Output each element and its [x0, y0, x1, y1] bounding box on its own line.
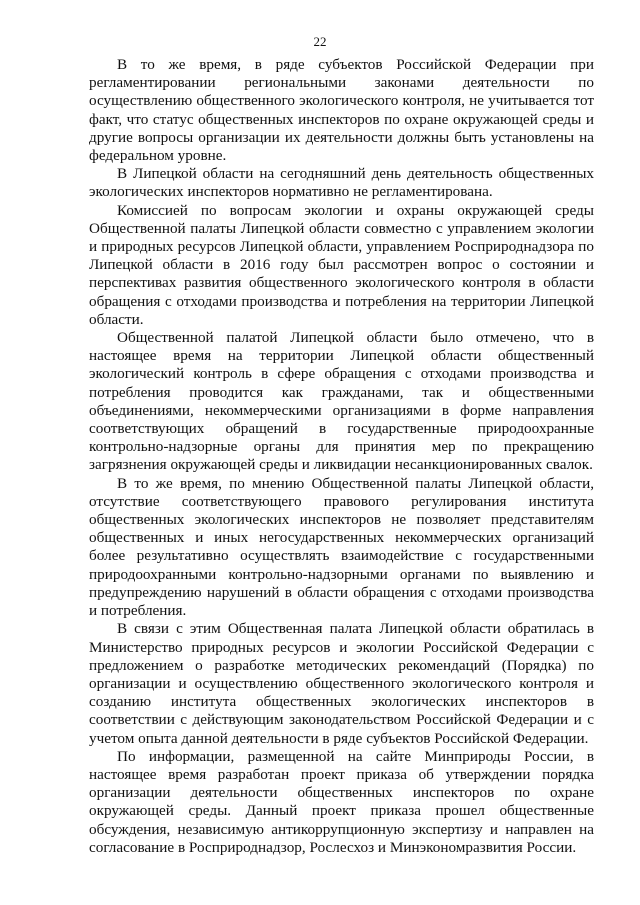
- paragraph-5: В то же время, по мнению Общественной палаты Липецкой области, отсутствие соответствующего правового регулирования института общественных экологических инспекторов не позволяет представителям общественных и иных негосударственных некоммерческих организаций более результативно осуществлять взаимодействие с государственными природоохранными контрольно-надзорными органами по выявлению и предупреждению нарушений в области обращения с отходами производства и потребления.: [89, 474, 594, 620]
- paragraph-1: В то же время, в ряде субъектов Российской Федерации при регламентировании региональными законами деятельности по осуществлению общественного экологического контроля, не учитывается тот факт, что статус общественных инспекторов по охране окружающей среды и другие вопросы организации их деятельности должны быть установлены на федеральном уровне.: [89, 56, 594, 165]
- paragraph-3: Комиссией по вопросам экологии и охраны окружающей среды Общественной палаты Липецкой области совместно с управлением экологии и природных ресурсов Липецкой области, управлением Росприроднадзора по Липецкой области в 2016 году был рассмотрен вопрос о состоянии и перспективах развития общественного экологического контроля в области обращения с отходами производства и потребления на территории Липецкой области.: [89, 201, 594, 328]
- page-number: 22: [313, 34, 327, 49]
- paragraph-4: Общественной палатой Липецкой области было отмечено, что в настоящее время на территории Липецкой области общественный экологический контроль в сфере обращения с отходами производства и потребления проводится как гражданами, так и общественными объединениями, некоммерческими организациями в форме направления соответствующих обращений в государственные природоохранные контрольно-надзорные органы для принятия мер по прекращению загрязнения окружающей среды и ликвидации несанкционированных свалок.: [89, 329, 594, 474]
- document-body: [89, 56, 594, 857]
- paragraph-7: По информации, размещенной на сайте Минприроды России, в настоящее время разработан проект приказа об утверждении порядка организации деятельности общественных инспекторов по охране окружающей среды. Данный проект приказа прошел общественные обсуждения, независимую антикоррупционную экспертизу и направлен на согласование в Росприроднадзор, Рослесхоз и Минэкономразвития России.: [89, 747, 594, 856]
- paragraph-2: В Липецкой области на сегодняшний день деятельность общественных экологических инспекторов нормативно не регламентирована.: [89, 165, 594, 201]
- paragraph-6: В связи с этим Общественная палата Липецкой области обратилась в Министерство природных ресурсов и экологии Российской Федерации с предложением о разработке методических рекомендаций (Порядка) по организации и осуществлению общественного экологического контроля и созданию института общественных экологических инспекторов в соответствии с действующим законодательством Российской Федерации и с учетом опыта данной деятельности в ряде субъектов Российской Федерации.: [89, 620, 594, 747]
